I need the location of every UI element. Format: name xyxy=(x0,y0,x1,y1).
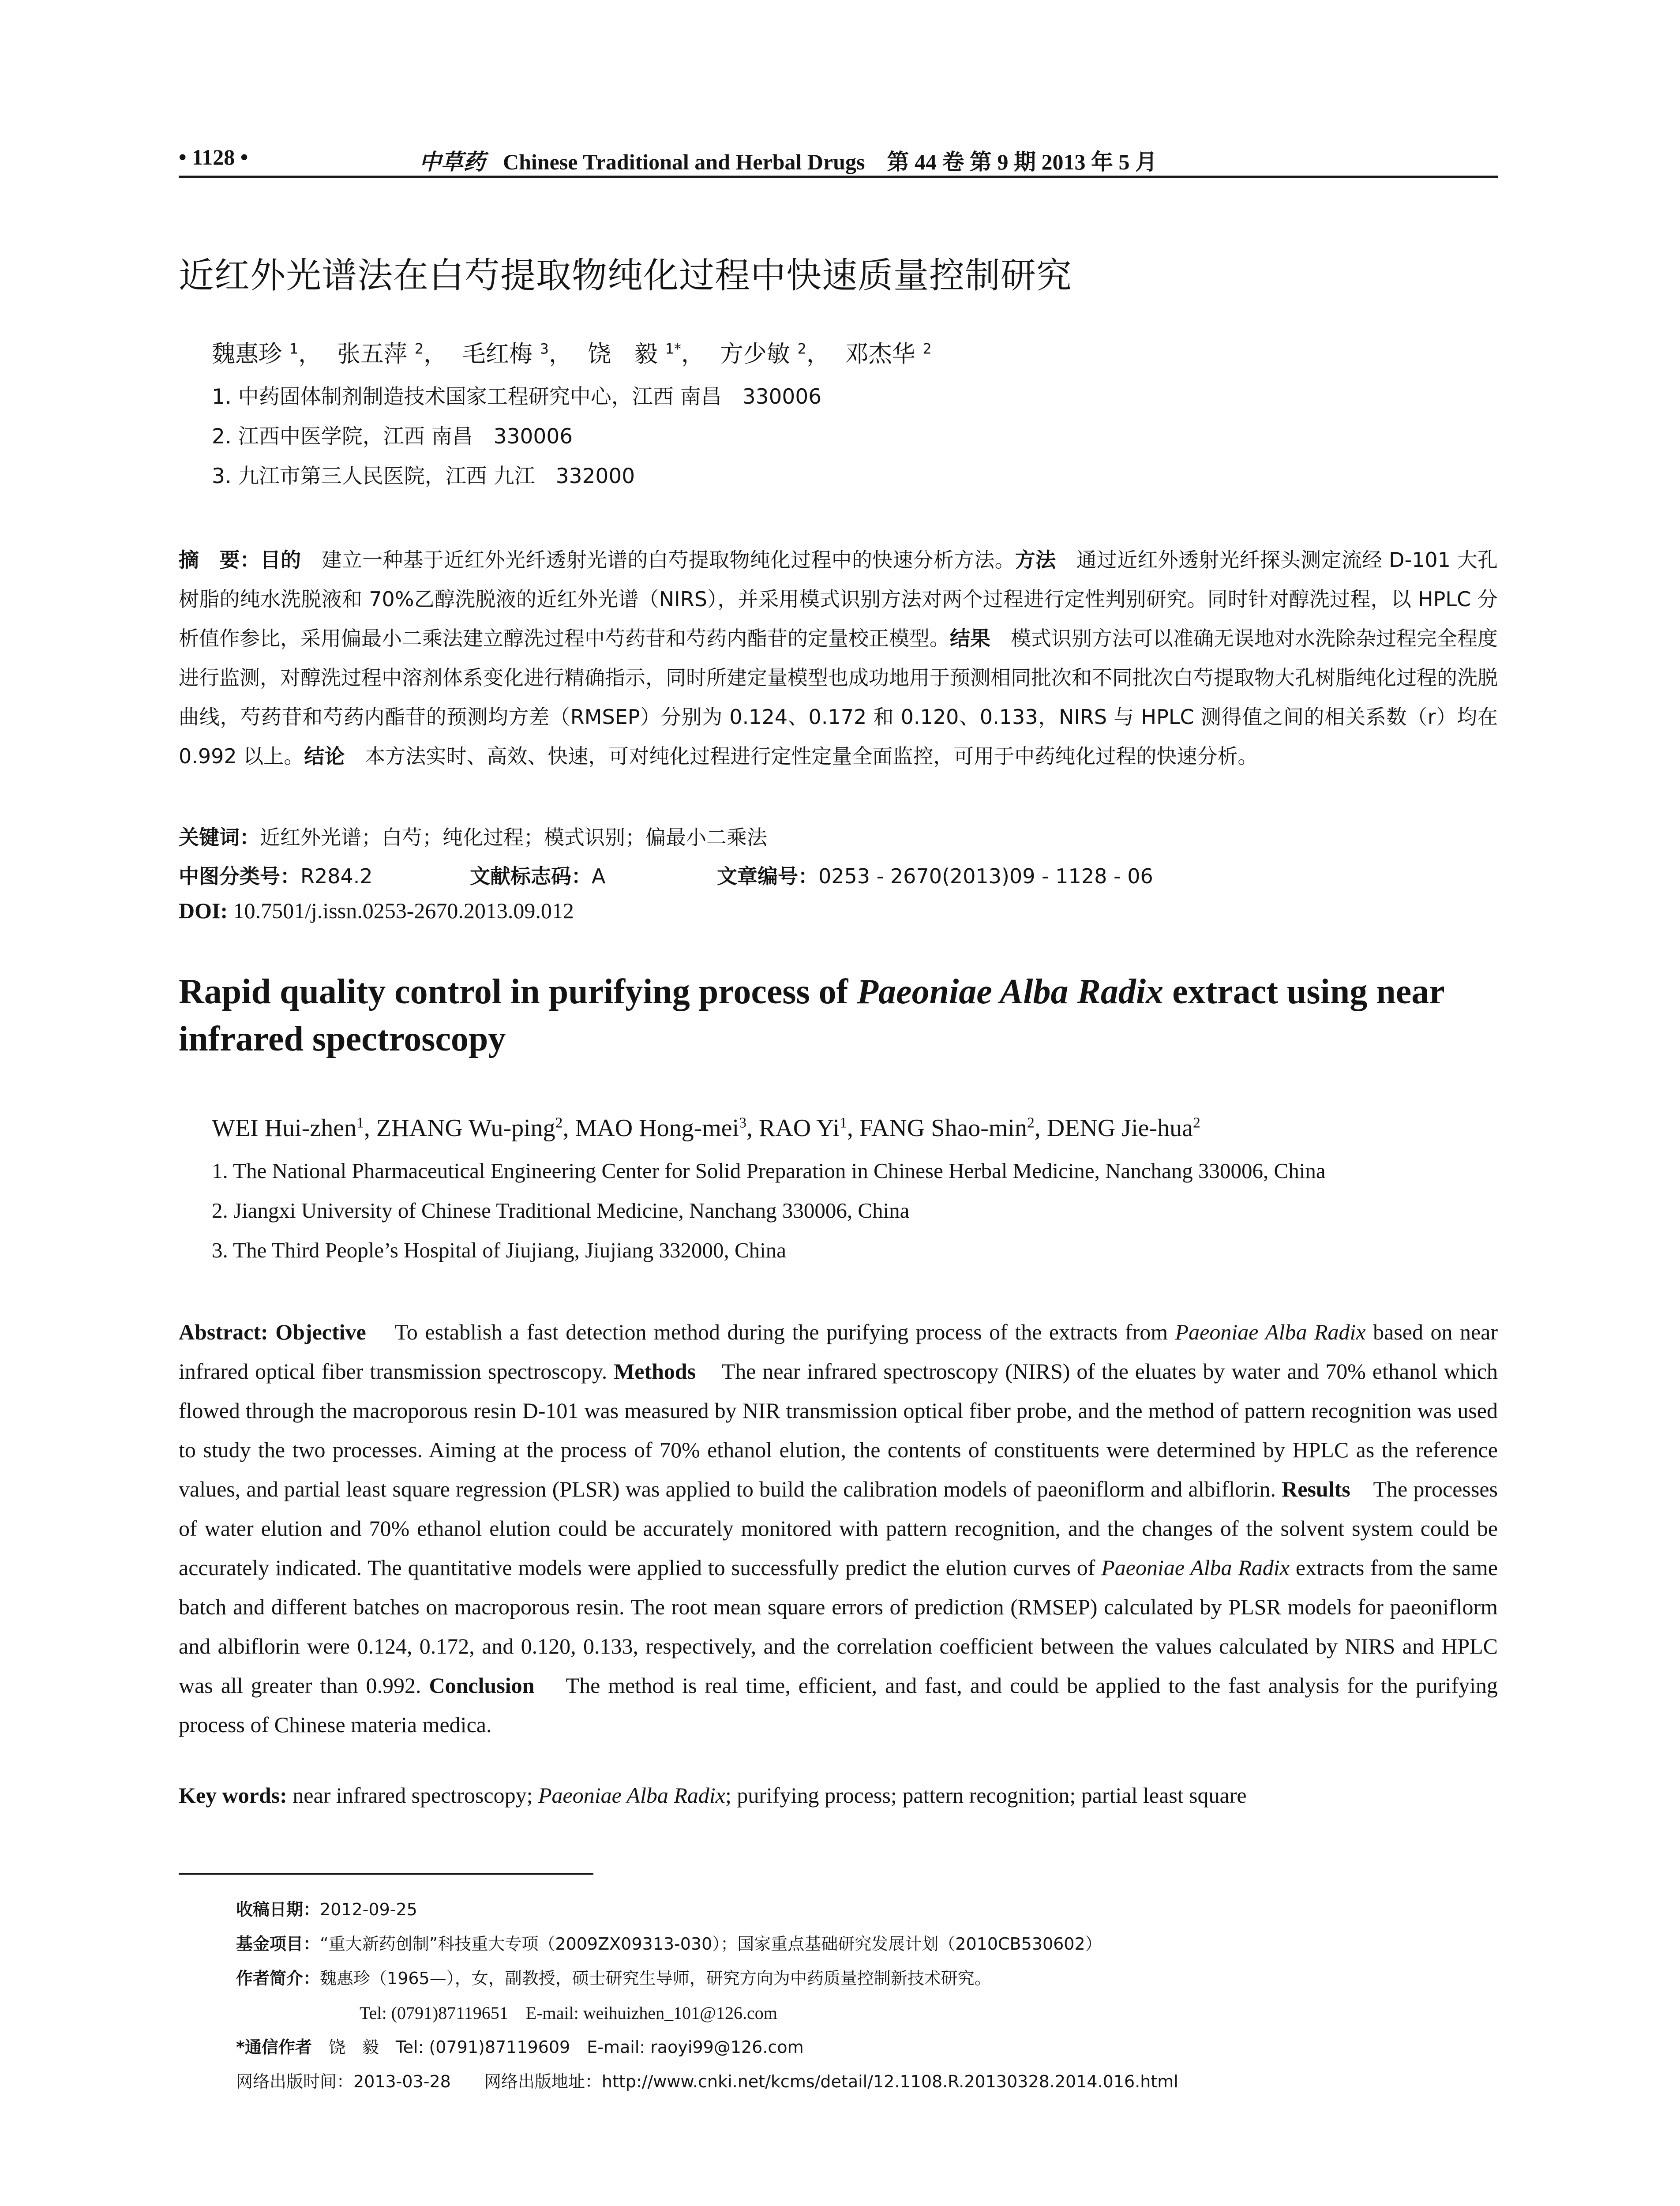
english-affiliation: 1. The National Pharmaceutical Engineering Center for Solid Preparation in Chinese Herbal Medicine, Nanchang 330006, China xyxy=(212,1159,1326,1183)
author: 魏惠珍 $^1$， xyxy=(212,341,322,368)
author: DENG Jie-hua$^2$ xyxy=(1046,1114,1200,1142)
footnote-online: 网络出版时间：2013-03-28 网络出版地址：http://www.cnki.net/kcms/detail/12.1108.R.20130328.2014.016.html xyxy=(236,2072,1178,2091)
page-number: • 1128 • xyxy=(179,145,248,169)
english-authors xyxy=(212,1114,1200,1142)
objective-text: 建立一种基于近红外光纤透射光谱的白芍提取物纯化过程中的快速分析方法。 xyxy=(321,548,1015,572)
journal-title xyxy=(419,144,1157,176)
english-abstract: Abstract: Objective To establish a fast detection method during the purifying process of the extracts from Paeoniae Alba Radix based on near infrared optical fiber transmission spectroscopy. Methods The near infrared spectroscopy (NIRS) of the eluates by water and 70% ethanol which flowed through the macroporous resin D-101 was measured by NIR transmission optical fiber probe, and the method of pattern recognition was used to study the two processes. Aiming at the process of 70% ethanol elution, the contents of constituents were determined by HPLC as the reference values, and partial least square regression (PLSR) was applied to build the calibration models of paeoniflorm and albiflorin. Results The processes of water elution and 70% ethanol elution could be accurately monitored with pattern recognition, and the changes of the solvent system could be accurately indicated. The quantitative models were applied to successfully predict the elution curves of Paeoniae Alba Radix extracts from the same batch and different batches on macroporous resin. The root mean square errors of prediction (RMSEP) calculated by PLSR models for paeoniflorm and albiflorin were 0.124, 0.172, and 0.120, 0.133, respectively, and the correlation coefficient between the values calculated by NIRS and HPLC was all greater than 0.992. Conclusion The method is real time, efficient, and fast, and could be applied to the fast analysis for the purifying process of Chinese materia medica. xyxy=(179,1320,1498,1737)
chinese-authors xyxy=(212,335,940,369)
english-affiliation: 2. Jiangxi University of Chinese Traditional Medicine, Nanchang 330006, China xyxy=(212,1198,910,1223)
footnote-rule xyxy=(179,1873,593,1875)
conclusion-label: Conclusion xyxy=(429,1673,535,1698)
author: 毛红梅 $^3$， xyxy=(462,341,572,368)
objective-label: 目的 xyxy=(260,548,301,572)
footnote-corresponding: *通信作者 饶 毅 Tel: (0791)87119609 E-mail: raoyi99@126.com xyxy=(236,2037,804,2057)
online-url-link[interactable]: http://www.cnki.net/kcms/detail/12.1108.R.20130328.2014.016.html xyxy=(601,2072,1178,2091)
chinese-abstract xyxy=(179,540,1498,776)
conclusion-text: 本方法实时、高效、快速，可对纯化过程进行定性定量全面监控，可用于中药纯化过程的快速分析。 xyxy=(365,744,1258,768)
chinese-affiliation: 3. 九江市第三人民医院，江西 九江 332000 xyxy=(212,464,635,488)
doi-line: DOI: 10.7501/j.issn.0253-2670.2013.09.012 xyxy=(179,898,574,923)
abstract-label: Abstract: xyxy=(179,1320,268,1344)
chinese-keywords: 关键词：近红外光谱；白芍；纯化过程；模式识别；偏最小二乘法 xyxy=(179,825,767,849)
chinese-affiliation: 1. 中药固体制剂制造技术国家工程研究中心，江西 南昌 330006 xyxy=(212,385,822,409)
journal-title-en: Chinese Traditional and Herbal Drugs xyxy=(503,150,865,174)
methods-label: 方法 xyxy=(1015,548,1056,572)
abstract-label: 摘 要： xyxy=(179,548,260,572)
author: RAO Yi$^1$, xyxy=(759,1114,859,1142)
footnote-fund: 基金项目：“重大新药创制”科技重大专项（2009ZX09313-030）；国家重点基础研究发展计划（2010CB530602） xyxy=(236,1934,1102,1954)
objective-label: Objective xyxy=(275,1320,366,1344)
english-keywords: Key words: near infrared spectroscopy; Paeoniae Alba Radix; purifying process; pattern recognition; partial least square xyxy=(179,1783,1247,1808)
journal-issue: 第 44 卷 第 9 期 2013 年 5 月 xyxy=(887,150,1157,174)
header-rule xyxy=(179,176,1498,178)
results-text: 模式识别方法可以准确无误地对水洗除杂过程完全程度进行监测，对醇洗过程中溶剂体系变化进行精确指示，同时所建定量模型也成功地用于预测相同批次和不同批次白芍提取物大孔树脂纯化过程的洗脱曲线，芍药苷和芍药内酯苷的预测均方差（RMSEP）分别为 0.124、0.172 和 0.120、0.133，NIRS 与 HPLC 测得值之间的相关系数（r）均在 0.992 以上。 xyxy=(179,627,1498,768)
article-number: 文章编号：0253 - 2670(2013)09 - 1128 - 06 xyxy=(717,864,1153,888)
journal-title-zh: 中草药 xyxy=(419,150,485,174)
chinese-title: 近红外光谱法在白芍提取物纯化过程中快速质量控制研究 xyxy=(179,255,1072,296)
results-label: 结果 xyxy=(950,627,990,650)
author: WEI Hui-zhen$^1$, xyxy=(212,1114,376,1142)
footnote-bio-contact: Tel: (0791)87119651 E-mail: weihuizhen_101@126.com xyxy=(360,2003,777,2023)
running-header xyxy=(179,139,1496,179)
author: 邓杰华 $^2$ xyxy=(845,341,932,368)
document-code: 文献标志码：A xyxy=(470,864,606,888)
author: ZHANG Wu-ping$^2$, xyxy=(376,1114,575,1142)
methods-text: 通过近红外透射光纤探头测定流经 D-101 大孔树脂的纯水洗脱液和 70%乙醇洗脱液的近红外光谱（NIRS），并采用模式识别方法对两个过程进行定性判别研究。同时针对醇洗过程，以 HPLC 分析值作参比，采用偏最小二乘法建立醇洗过程中芍药苷和芍药内酯苷的定量校正模型。 xyxy=(179,548,1498,650)
author: 方少敏 $^2$， xyxy=(720,341,830,368)
author: MAO Hong-mei$^3$, xyxy=(575,1114,759,1142)
english-title: Rapid quality control in purifying process of Paeoniae Alba Radix extract using near infrared spectroscopy xyxy=(179,972,1444,1058)
author: 张五萍 $^2$， xyxy=(337,341,447,368)
chinese-affiliation: 2. 江西中医学院，江西 南昌 330006 xyxy=(212,424,573,449)
english-affiliation: 3. The Third People’s Hospital of Jiujiang, Jiujiang 332000, China xyxy=(212,1238,787,1262)
conclusion-label: 结论 xyxy=(304,744,345,768)
clc-number: 中图分类号：R284.2 xyxy=(179,864,373,888)
author: FANG Shao-$\min^2$, xyxy=(859,1114,1047,1142)
footnote-bio: 作者简介：魏惠珍（1965—），女，副教授，硕士研究生导师，研究方向为中药质量控制新技术研究。 xyxy=(236,1969,991,1988)
footnote-received: 收稿日期：2012-09-25 xyxy=(236,1900,417,1919)
methods-label: Methods xyxy=(614,1359,696,1384)
author: 饶 毅 $^{1*}$， xyxy=(587,341,705,368)
results-label: Results xyxy=(1282,1477,1350,1501)
